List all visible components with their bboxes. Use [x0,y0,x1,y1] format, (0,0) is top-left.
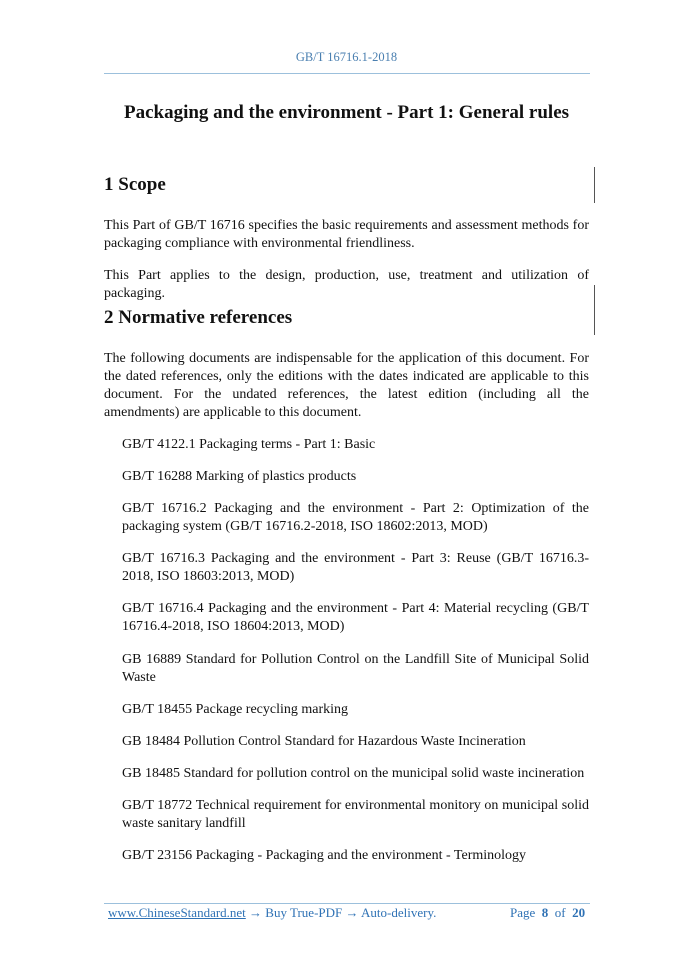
reference-item: GB 18484 Pollution Control Standard for Hazardous Waste Incineration [122,734,526,749]
page-indicator [510,905,585,921]
footer-rule [104,903,590,904]
paragraph: This Part of GB/T 16716 specifies the basic requirements and assessment methods for packaging compliance with environmental friendliness. [104,218,589,251]
reference-item: GB/T 16716.2 Packaging and the environment - Part 2: Optimization of the packaging system (GB/T 16716.2-2018, ISO 18602:2013, MOD) [122,501,589,534]
reference-item: GB/T 4122.1 Packaging terms - Part 1: Basic [122,437,376,452]
reference-item: GB/T 18455 Package recycling marking [122,702,349,717]
reference-item: GB/T 16716.3 Packaging and the environment - Part 3: Reuse (GB/T 16716.3-2018, ISO 18603:2013, MOD) [122,551,589,584]
change-bar [594,285,595,335]
page-total: 20 [572,905,586,920]
page-number: 8 [541,905,549,920]
reference-item: GB/T 16288 Marking of plastics products [122,469,357,484]
paragraph: The following documents are indispensable for the application of this document. For the dated references, only the editions with the dates indicated are applicable to this document. For the undated references, the latest edition (including all the amendments) are applicable to this document. [104,351,589,420]
reference-item: GB/T 16716.4 Packaging and the environment - Part 4: Material recycling (GB/T 16716.4-2018, ISO 18604:2013, MOD) [122,601,589,634]
paragraph: This Part applies to the design, production, use, treatment and utilization of packaging. [104,268,589,301]
section-heading-normative-references: 2 Normative references [104,307,293,328]
section-heading-scope: 1 Scope [104,174,166,195]
running-header: GB/T 16716.1-2018 [295,50,398,64]
page-label: Page [510,905,536,920]
reference-item: GB/T 23156 Packaging - Packaging and the environment - Terminology [122,848,527,863]
reference-item: GB 16889 Standard for Pollution Control on the Landfill Site of Municipal Solid Waste [122,652,589,685]
header-rule [104,73,590,74]
website-link[interactable]: www.ChineseStandard.net [108,905,246,920]
change-bar [594,167,595,203]
reference-item: GB/T 18772 Technical requirement for environmental monitory on municipal solid waste sanitary landfill [122,798,589,831]
footer-promo [108,905,436,921]
document-title: Packaging and the environment - Part 1: General rules [123,102,570,123]
of-label: of [554,905,566,920]
promo-text: → Buy True-PDF → Auto-delivery. [245,905,437,920]
reference-item: GB 18485 Standard for pollution control on the municipal solid waste incineration [122,766,585,781]
